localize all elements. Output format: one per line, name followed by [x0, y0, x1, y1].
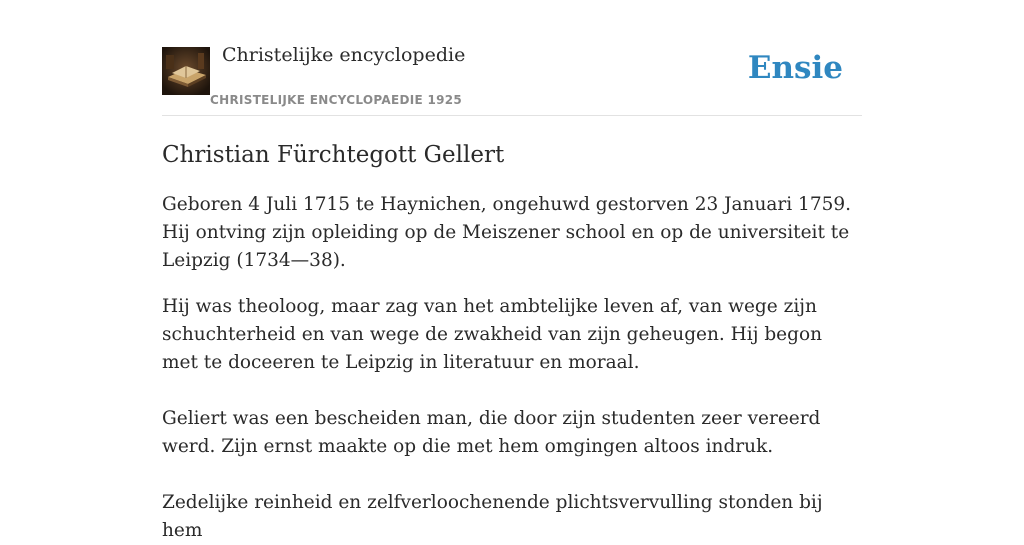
article-paragraph: Zedelijke reinheid en zelfverloochenende plichtsvervulling stonden bij hem	[162, 492, 823, 541]
article-title: Christian Fürchtegott Gellert	[162, 142, 505, 168]
article-paragraph: Geboren 4 Juli 1715 te Haynichen, ongehuwd gestorven 23 Januari 1759. Hij ontving zijn opleiding op de Meiszener school en op de universiteit te Leipzig (1734—38).	[162, 194, 852, 271]
book-photo-icon	[162, 47, 210, 95]
site-name[interactable]: Christelijke encyclopedie	[222, 44, 466, 66]
collection-label[interactable]: CHRISTELIJKE ENCYCLOPAEDIE 1925	[210, 93, 463, 107]
article-paragraph: Geliert was een bescheiden man, die door zijn studenten zeer vereerd werd. Zijn ernst maakte op die met hem omgingen altoos indruk.	[162, 408, 821, 457]
site-header	[162, 0, 862, 116]
article	[162, 140, 862, 545]
article-paragraph: Hij was theoloog, maar zag van het ambtelijke leven af, van wege zijn schuchterheid en van wege de zwakheid van zijn geheugen. Hij begon met te doceeren te Leipzig in literatuur en moraal.	[162, 296, 823, 373]
ensie-logo[interactable]: Ensie	[747, 50, 843, 86]
avatar[interactable]	[162, 47, 210, 95]
